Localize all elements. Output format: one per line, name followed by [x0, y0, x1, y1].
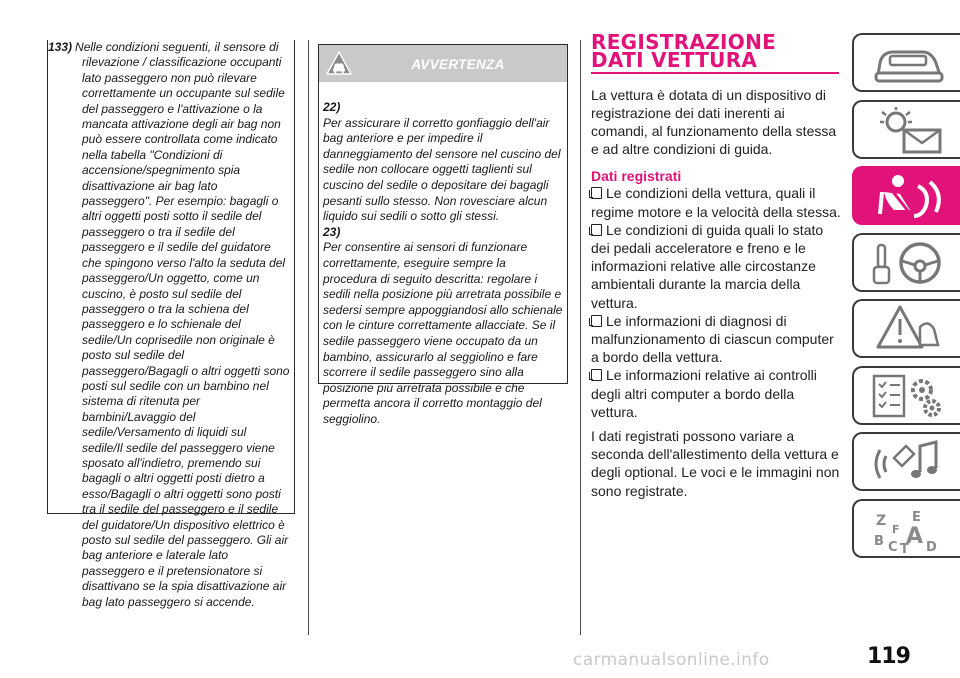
alphabet-index-icon	[870, 505, 950, 555]
tab-warning-lights[interactable]	[852, 100, 960, 159]
tab-maintenance[interactable]	[852, 366, 960, 425]
tab-dashboard[interactable]	[852, 33, 960, 92]
warning-title: AVVERTENZA	[411, 57, 505, 72]
car-icon	[870, 39, 950, 89]
list-item	[591, 366, 841, 421]
title-underline	[591, 72, 839, 74]
warning-box	[318, 44, 568, 426]
svg-text:B: B	[874, 533, 884, 549]
note-text: Per assicurare il corretto gonfiaggio dell'air bag anteriore e per impedire il danneggiamento del sensore nel cuscino del sedile non collocare oggetti taglienti sul cuscino del sedile o depositare dei bagagli pesanti sullo stesso. Non rovesciare alcun liquido sui sedili o sotto gli stessi.	[323, 115, 561, 224]
tab-multimedia[interactable]	[852, 432, 960, 491]
bullet-icon	[591, 315, 602, 327]
svg-text:T: T	[900, 541, 909, 555]
list-item-text: Le informazioni di diagnosi di malfunzionamento di ciascun computer a bordo della vettura.	[591, 312, 834, 366]
bullet-icon	[591, 369, 602, 381]
svg-text:E: E	[912, 509, 921, 525]
svg-text:C: C	[888, 539, 898, 555]
chapter-index-tabs	[852, 33, 960, 565]
column-divider-right	[580, 40, 581, 635]
note-number: 133)	[48, 40, 73, 54]
tab-starting-driving[interactable]	[852, 233, 960, 292]
subsection-title: Dati registrati	[591, 168, 682, 185]
warning-note-22	[323, 100, 563, 225]
lights-message-icon	[870, 106, 950, 156]
media-music-icon	[870, 438, 950, 488]
svg-text:Z: Z	[876, 512, 887, 529]
bullet-icon	[591, 224, 602, 236]
svg-text:A: A	[906, 523, 924, 549]
column-divider-left	[308, 40, 309, 635]
section-title	[591, 30, 841, 72]
tab-index[interactable]	[852, 499, 960, 558]
svg-text:D: D	[926, 539, 937, 555]
svg-text:F: F	[892, 522, 900, 536]
list-item	[591, 184, 841, 220]
note-number: 22)	[323, 100, 341, 114]
list-item	[591, 221, 841, 312]
warning-header	[319, 45, 567, 82]
watermark: carmanualsonline.info	[573, 650, 770, 670]
note-number: 23)	[323, 224, 341, 239]
section-intro: La vettura è dotata di un dispositivo di registrazione dei dati inerenti ai comandi, al funzionamento della stessa e ad altre condizioni di guida.	[591, 86, 837, 158]
seat-airbag-icon	[870, 172, 950, 222]
occupant-sensor-note-box	[47, 40, 295, 609]
list-item-text: Le condizioni della vettura, quali il regime motore e la velocità della stessa.	[591, 185, 841, 220]
list-item-text: Le condizioni di guida quali lo stato dei pedali acceleratore e freno e le informazioni relative alle circostanze ambientali durante la marcia della vettura.	[591, 221, 824, 311]
list-item-text: Le informazioni relative ai controlli degli altri computer a bordo della vettura.	[591, 367, 817, 420]
page-number: 119	[867, 644, 910, 669]
list-item	[591, 312, 841, 367]
note-133	[48, 40, 290, 610]
note-text: Per consentire ai sensori di funzionare correttamente, eseguire sempre la procedura di seguito descritta: regolare i sedili nella posizione più arretrata possibile e sedersi sempre appoggiandosi allo schienale con le cinture correttamente allacciate. Se il sedile passeggero viene occupato da un bambino, assicurarlo al seggiolino e fare scorrere il sedile passeggero sino alla posizione più arretrata possibile e che permetta ancora il corretto montaggio del seggiolino.	[323, 240, 563, 426]
tab-emergency[interactable]	[852, 299, 960, 358]
data-recording-section	[591, 30, 841, 500]
warning-triangle-icon	[870, 305, 950, 355]
key-steering-wheel-icon	[870, 239, 950, 289]
warning-note-23	[323, 225, 563, 428]
section-title-line2: DATI VETTURA	[591, 48, 758, 72]
warning-body	[319, 82, 567, 427]
bullet-icon	[591, 187, 602, 199]
checklist-gears-icon	[870, 372, 950, 422]
section-title-line1: REGISTRAZIONE	[591, 30, 777, 54]
section-closing: I dati registrati possono variare a seconda dell'allestimento della vettura e degli optional. Le voci e le immagini non sono registrate.	[591, 427, 840, 499]
note-text: Nelle condizioni seguenti, il sensore di rilevazione / classificazione occupanti lato passeggero non può rilevare correttamente un occupante sul sedile del passeggero e l'attivazione o la mancata attivazione degli air bag non può essere controllata come indicato nella tabella "Condizioni di accensione/spegnimento spia disattivazione air bag lato passeggero". Per esempio: bagagli o altri oggetti posti sotto il sedile del passeggero o tra il sedile del passeggero e il sedile del guidatore che spingono verso l'alto la seduta del passeggero/Un oggetto, come un cuscino, è posto sul sedile del passeggero o tra la schiena del passeggero e lo schienale del sedile/Un coprisedile non originale è posto sul sedile del passeggero/Bagagli o altri oggetti sono posti sul sedile con un bambino nel sistema di ritenuta per bambini/Lavaggio del sedile/Versamento di liquidi sul sedile/Il sedile del passeggero viene sposato all'indietro, premendo sui bagagli o altri oggetti posti dietro a esso/Bagagli o altri oggetti sono posti tra il sedile del passeggero e il sedile del guidatore/Un dispositivo elettrico è posto sul sedile del passeggero. Gli air bag anteriore e laterale lato passeggero e il pretensionatore si disattivano se la spia disattivazione air bag lato passeggero si accende.	[75, 40, 290, 609]
tab-safety[interactable]	[852, 166, 960, 225]
